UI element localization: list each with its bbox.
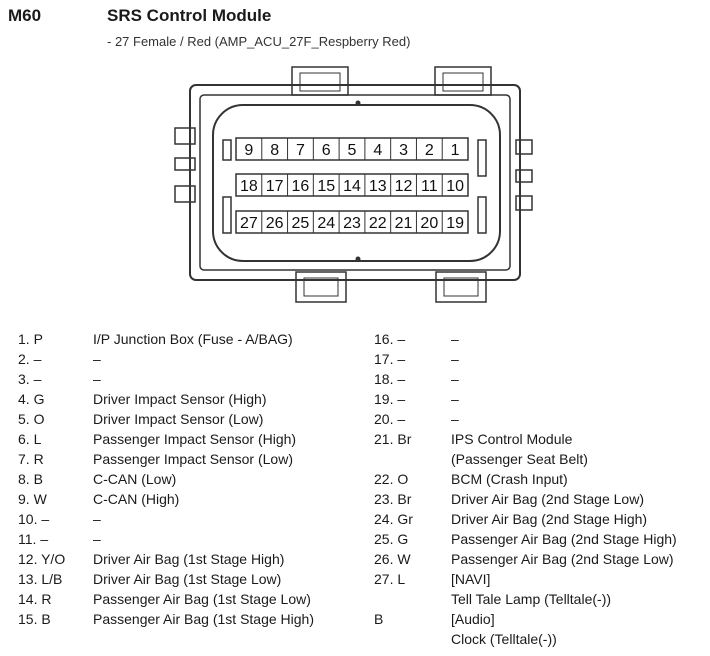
pin-number: 5. O	[18, 411, 45, 427]
connector-pin-label: 11	[421, 178, 438, 195]
pin-number: 17. –	[374, 351, 406, 367]
left-tab-2	[175, 158, 195, 170]
pin-number: 13. L/B	[18, 571, 63, 587]
pin-description: I/P Junction Box (Fuse - A/BAG)	[93, 331, 293, 347]
connector-pin-label: 21	[394, 215, 413, 232]
pin-number: 15. B	[18, 611, 51, 627]
pin-number: 24. Gr	[374, 511, 413, 527]
pin-description: Passenger Air Bag (1st Stage Low)	[93, 591, 311, 607]
pin-number: 16. –	[374, 331, 406, 347]
connector-pin-label: 2	[424, 142, 434, 159]
module-title: SRS Control Module	[107, 6, 272, 25]
pin-description: C-CAN (Low)	[93, 471, 177, 487]
pin-number: 12. Y/O	[18, 551, 66, 567]
right-tab-2	[516, 170, 532, 182]
pin-description: –	[93, 371, 101, 387]
pin-description: Driver Air Bag (2nd Stage High)	[451, 511, 648, 527]
pin-description: –	[451, 411, 459, 427]
left-tab-3	[175, 186, 195, 202]
pin-description: C-CAN (High)	[93, 491, 180, 507]
pin-number: 21. Br	[374, 431, 412, 447]
pin-description: Passenger Air Bag (2nd Stage High)	[451, 531, 677, 547]
connector-pin-label: 20	[420, 215, 439, 232]
pin-description: Tell Tale Lamp (Telltale(-))	[451, 591, 612, 607]
connector-pin-label: 18	[239, 178, 258, 195]
pin-number: 7. R	[18, 451, 44, 467]
connector-pin-label: 13	[368, 178, 387, 195]
pin-description: Driver Air Bag (1st Stage Low)	[93, 571, 282, 587]
pin-number: 2. –	[18, 351, 42, 367]
connector-pin-label: 4	[373, 142, 383, 159]
pin-description: Driver Air Bag (2nd Stage Low)	[451, 491, 644, 507]
connector-pin-label: 25	[291, 215, 310, 232]
pin-description: Driver Impact Sensor (Low)	[93, 411, 264, 427]
pin-number: 27. L	[374, 571, 406, 587]
pin-number: 20. –	[374, 411, 406, 427]
top-latch-left-inner	[300, 73, 340, 91]
connector-pin-label: 9	[244, 142, 254, 159]
pin-number: 19. –	[374, 391, 406, 407]
pin-description: Passenger Impact Sensor (High)	[93, 431, 297, 447]
pin-number: 14. R	[18, 591, 52, 607]
connector-code: M60	[8, 6, 42, 25]
pin-description: Passenger Air Bag (1st Stage High)	[93, 611, 315, 627]
pin-number: 3. –	[18, 371, 42, 387]
left-rail-1	[223, 140, 231, 160]
connector-pin-label: 5	[347, 142, 357, 159]
connector-pin-label: 22	[368, 215, 387, 232]
pin-number: 4. G	[18, 391, 45, 407]
connector-pin-label: 1	[450, 142, 460, 159]
pin-description: –	[93, 511, 101, 527]
pin-description: –	[451, 371, 459, 387]
pin-number: 9. W	[18, 491, 47, 507]
polarity-dot-top	[356, 101, 361, 106]
pin-number: 23. Br	[374, 491, 412, 507]
pin-description: –	[451, 351, 459, 367]
connector-pin-label: 16	[291, 178, 310, 195]
pin-description: –	[451, 331, 459, 347]
pin-description: Driver Air Bag (1st Stage High)	[93, 551, 285, 567]
pin-description: Driver Impact Sensor (High)	[93, 391, 267, 407]
pin-number: 11. –	[18, 531, 49, 547]
right-rail-1	[478, 140, 486, 176]
pin-description: Passenger Impact Sensor (Low)	[93, 451, 293, 467]
pin-description: [Audio]	[451, 611, 495, 627]
connector-pin-label: 23	[343, 215, 361, 232]
top-latch-right-inner	[443, 73, 483, 91]
right-tab-3	[516, 196, 532, 210]
connector-pin-label: 24	[317, 215, 336, 232]
pin-number: 8. B	[18, 471, 43, 487]
polarity-dot-bottom	[356, 257, 361, 262]
connector-pin-label: 6	[321, 142, 331, 159]
connector-pin-label: 14	[343, 178, 361, 195]
connector-pin-label: 17	[265, 178, 284, 195]
connector-pin-label: 19	[446, 215, 465, 232]
pin-description: Clock (Telltale(-))	[451, 631, 557, 647]
pin-number: 22. O	[374, 471, 409, 487]
right-rail-2	[478, 197, 486, 233]
connector-pin-label: 27	[239, 215, 258, 232]
pin-description: (Passenger Seat Belt)	[451, 451, 588, 467]
pin-description: –	[451, 391, 459, 407]
connector-pin-label: 26	[265, 215, 284, 232]
pin-number: 6. L	[18, 431, 42, 447]
connector-pin-label: 15	[317, 178, 336, 195]
pin-number: 10. –	[18, 511, 50, 527]
pin-number: 26. W	[374, 551, 411, 567]
connector-subtitle: - 27 Female / Red (AMP_ACU_27F_Respberry Red)	[107, 34, 411, 49]
connector-pin-label: 7	[295, 142, 305, 159]
left-tab-1	[175, 128, 195, 144]
pin-description: Passenger Air Bag (2nd Stage Low)	[451, 551, 674, 567]
connector-pin-label: 3	[399, 142, 409, 159]
pin-description: –	[93, 351, 101, 367]
pin-description: BCM (Crash Input)	[451, 471, 568, 487]
connector-pin-label: 12	[394, 178, 413, 195]
connector-pin-label: 8	[270, 142, 280, 159]
connector-diagram	[0, 0, 710, 320]
pin-description: [NAVI]	[451, 571, 491, 587]
pin-number: 18. –	[374, 371, 406, 387]
pin-number: 1. P	[18, 331, 43, 347]
left-rail-2	[223, 197, 231, 233]
pin-number: B	[374, 611, 384, 627]
pin-description: IPS Control Module	[451, 431, 573, 447]
right-tab-1	[516, 140, 532, 154]
connector-pin-label: 10	[446, 178, 465, 195]
pin-number: 25. G	[374, 531, 409, 547]
pin-description: –	[93, 531, 101, 547]
